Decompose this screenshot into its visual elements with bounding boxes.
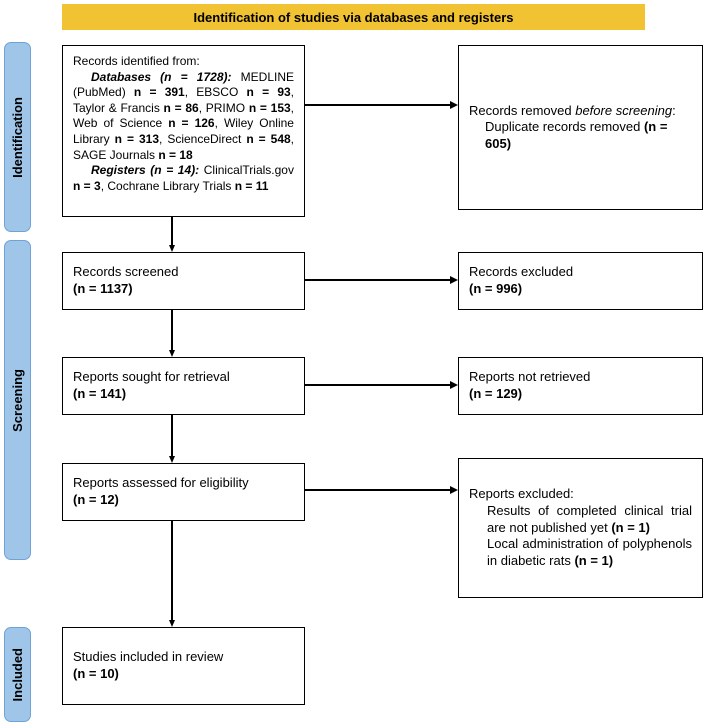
arrow-identified-to-removed [305,104,450,106]
stage-bar-screening [4,240,31,560]
stage-bar-included [4,627,31,722]
arrow-screened-to-sought [171,310,173,350]
reports-excluded-reason-1: Results of completed clinical trial are not published yet (n = 1) [487,503,692,535]
records-identified-registers: Registers (n = 14): ClinicalTrials.gov n = 3, Cochrane Library Trials n = 11 [73,163,294,193]
arrow-assessed-to-included [171,521,173,620]
arrow-screened-to-excluded [305,279,450,281]
reports-not-retrieved-count: (n = 129) [469,386,523,401]
reports-sought-text: Reports sought for retrieval [73,369,230,385]
box-records-identified [62,45,305,217]
studies-included-text: Studies included in review [73,649,224,665]
arrow-sought-to-assessed [171,415,173,456]
records-removed-duplicates: Duplicate records removed (n = 605) [485,119,668,151]
records-identified-intro: Records identified from: [73,54,200,68]
box-reports-sought [62,357,305,415]
reports-excluded-reason-2: Local administration of polyphenols in diabetic rats (n = 1) [487,536,692,568]
box-records-screened [62,252,305,310]
box-reports-assessed [62,463,305,521]
reports-sought-count: (n = 141) [73,386,127,401]
records-excluded-text: Records excluded [469,264,574,280]
reports-assessed-count: (n = 12) [73,492,119,507]
reports-not-retrieved-text: Reports not retrieved [469,369,591,385]
box-reports-not-retrieved [458,357,703,415]
stage-label-identification: Identification [10,96,25,178]
arrow-assessed-to-reports-excluded [305,489,450,491]
records-screened-count: (n = 1137) [73,281,133,296]
box-reports-excluded [458,458,703,598]
arrow-identified-to-screened [171,217,173,245]
reports-excluded-intro: Reports excluded: [469,486,574,502]
records-screened-text: Records screened [73,264,179,280]
records-removed-intro: Records removed before screening: [469,102,676,118]
arrow-sought-to-not-retrieved [305,384,450,386]
records-excluded-count: (n = 996) [469,281,523,296]
box-records-removed [458,45,703,210]
stage-label-screening: Screening [10,368,25,432]
stage-bar-identification [4,42,31,232]
stage-label-included: Included [10,647,25,702]
records-identified-databases: Databases (n = 1728): MEDLINE (PubMed) n = 391, EBSCO n = 93, Taylor & Francis n = 86, PRIMO n = 153, Web of Science n = 126, Wiley Online Library n = 313, ScienceDirect n = 548, SAGE Journals n = 18 [73,69,295,162]
reports-assessed-text: Reports assessed for eligibility [73,475,249,491]
box-studies-included [62,627,305,705]
banner-title: Identification of studies via databases and registers [62,4,645,30]
studies-included-count: (n = 10) [73,666,119,681]
box-records-excluded [458,252,703,310]
